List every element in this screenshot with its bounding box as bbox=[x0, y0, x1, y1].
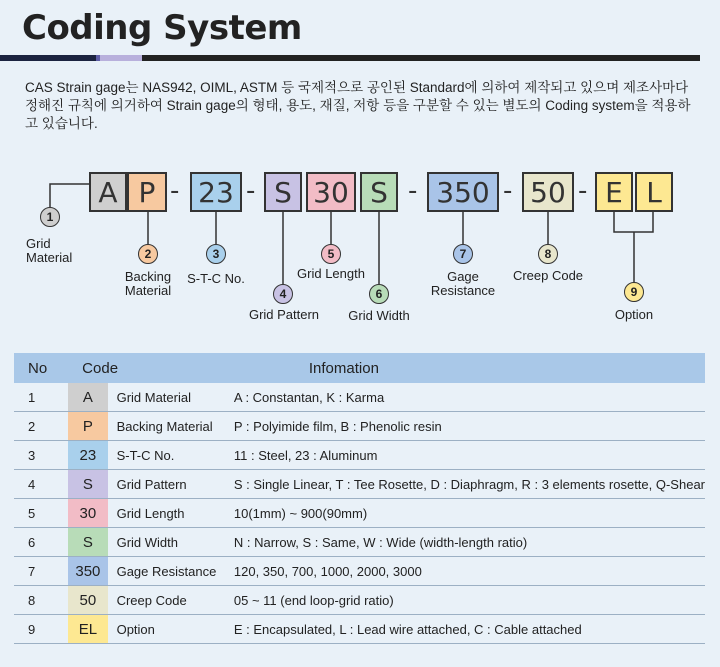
row-number: 4 bbox=[14, 470, 68, 499]
callout-number-6: 6 bbox=[369, 284, 389, 304]
code-box-grid-material: A bbox=[89, 172, 127, 212]
dash-separator: - bbox=[578, 176, 588, 206]
page-title: Coding System bbox=[22, 8, 302, 48]
row-name: Grid Width bbox=[108, 528, 234, 557]
callout-number-1: 1 bbox=[40, 207, 60, 227]
row-name: Grid Length bbox=[108, 499, 234, 528]
label-backing-material: Backing Material bbox=[124, 269, 172, 298]
table-row bbox=[14, 499, 705, 528]
row-information: 11 : Steel, 23 : Aluminum bbox=[234, 441, 705, 470]
table-row bbox=[14, 383, 705, 412]
label-option: Option bbox=[614, 307, 654, 322]
code-box-option-e: E bbox=[595, 172, 633, 212]
table-row bbox=[14, 557, 705, 586]
callout-number-2: 2 bbox=[138, 244, 158, 264]
code-box-creep-code: 50 bbox=[522, 172, 574, 212]
label-grid-width: Grid Width bbox=[348, 308, 410, 323]
table-row bbox=[14, 470, 705, 499]
code-box-grid-width: S bbox=[360, 172, 398, 212]
row-code: 30 bbox=[68, 499, 107, 528]
header-information: Infomation bbox=[234, 353, 705, 383]
callout-number-5: 5 bbox=[321, 244, 341, 264]
header-code: Code bbox=[68, 353, 234, 383]
row-name: Grid Material bbox=[108, 383, 234, 412]
code-box-stc: 23 bbox=[190, 172, 242, 212]
row-code: 50 bbox=[68, 586, 107, 615]
label-grid-length: Grid Length bbox=[297, 266, 365, 281]
row-code: 350 bbox=[68, 557, 107, 586]
coding-table bbox=[14, 353, 705, 644]
row-number: 2 bbox=[14, 412, 68, 441]
callout-number-4: 4 bbox=[273, 284, 293, 304]
table-row bbox=[14, 586, 705, 615]
intro-text: CAS Strain gage는 NAS942, OIML, ASTM 등 국제적으로 공인된 Standard에 의하여 제작되고 있으며 제조사마다 정해진 규칙에 의거하여 Strain gage의 형태, 용도, 재질, 저항 등을 구분할 수 있는 별도의 Coding system을 적용하고 있습니다. bbox=[25, 80, 691, 131]
row-information: E : Encapsulated, L : Lead wire attached, C : Cable attached bbox=[234, 615, 705, 644]
row-number: 6 bbox=[14, 528, 68, 557]
label-gage-resistance: Gage Resistance bbox=[430, 269, 496, 298]
row-name: Grid Pattern bbox=[108, 470, 234, 499]
code-box-option-l: L bbox=[635, 172, 673, 212]
table-row bbox=[14, 615, 705, 644]
row-information: 05 ~ 11 (end loop-grid ratio) bbox=[234, 586, 705, 615]
row-name: Backing Material bbox=[108, 412, 234, 441]
row-name: Creep Code bbox=[108, 586, 234, 615]
row-name: Gage Resistance bbox=[108, 557, 234, 586]
row-number: 5 bbox=[14, 499, 68, 528]
dash-separator: - bbox=[246, 176, 256, 206]
label-creep-code: Creep Code bbox=[512, 268, 584, 283]
table-row bbox=[14, 412, 705, 441]
dash-separator: - bbox=[408, 176, 418, 206]
row-information: P : Polyimide film, B : Phenolic resin bbox=[234, 412, 705, 441]
table-header-row bbox=[14, 353, 705, 383]
row-name: Option bbox=[108, 615, 234, 644]
row-code: P bbox=[68, 412, 107, 441]
callout-number-7: 7 bbox=[453, 244, 473, 264]
dash-separator: - bbox=[170, 176, 180, 206]
row-information: A : Constantan, K : Karma bbox=[234, 383, 705, 412]
code-box-grid-length: 30 bbox=[306, 172, 356, 212]
header-no: No bbox=[14, 353, 68, 383]
callout-number-9: 9 bbox=[624, 282, 644, 302]
row-information: 10(1mm) ~ 900(90mm) bbox=[234, 499, 705, 528]
row-name: S-T-C No. bbox=[108, 441, 234, 470]
row-number: 7 bbox=[14, 557, 68, 586]
table-row bbox=[14, 441, 705, 470]
row-information: N : Narrow, S : Same, W : Wide (width-length ratio) bbox=[234, 528, 705, 557]
code-box-grid-pattern: S bbox=[264, 172, 302, 212]
row-number: 3 bbox=[14, 441, 68, 470]
row-code: A bbox=[68, 383, 107, 412]
row-code: S bbox=[68, 528, 107, 557]
callout-number-8: 8 bbox=[538, 244, 558, 264]
row-code: S bbox=[68, 470, 107, 499]
label-stc-no: S-T-C No. bbox=[187, 271, 245, 286]
label-grid-pattern: Grid Pattern bbox=[248, 307, 320, 322]
row-code: EL bbox=[68, 615, 107, 644]
table-row bbox=[14, 528, 705, 557]
row-code: 23 bbox=[68, 441, 107, 470]
row-number: 1 bbox=[14, 383, 68, 412]
row-information: S : Single Linear, T : Tee Rosette, D : Diaphragm, R : 3 elements rosette, Q-Shear bbox=[234, 470, 705, 499]
row-information: 120, 350, 700, 1000, 2000, 3000 bbox=[234, 557, 705, 586]
callout-number-3: 3 bbox=[206, 244, 226, 264]
label-grid-material: Grid Material bbox=[26, 236, 73, 265]
code-box-backing-material: P bbox=[127, 172, 167, 212]
row-number: 9 bbox=[14, 615, 68, 644]
dash-separator: - bbox=[503, 176, 513, 206]
code-box-gage-resistance: 350 bbox=[427, 172, 499, 212]
row-number: 8 bbox=[14, 586, 68, 615]
